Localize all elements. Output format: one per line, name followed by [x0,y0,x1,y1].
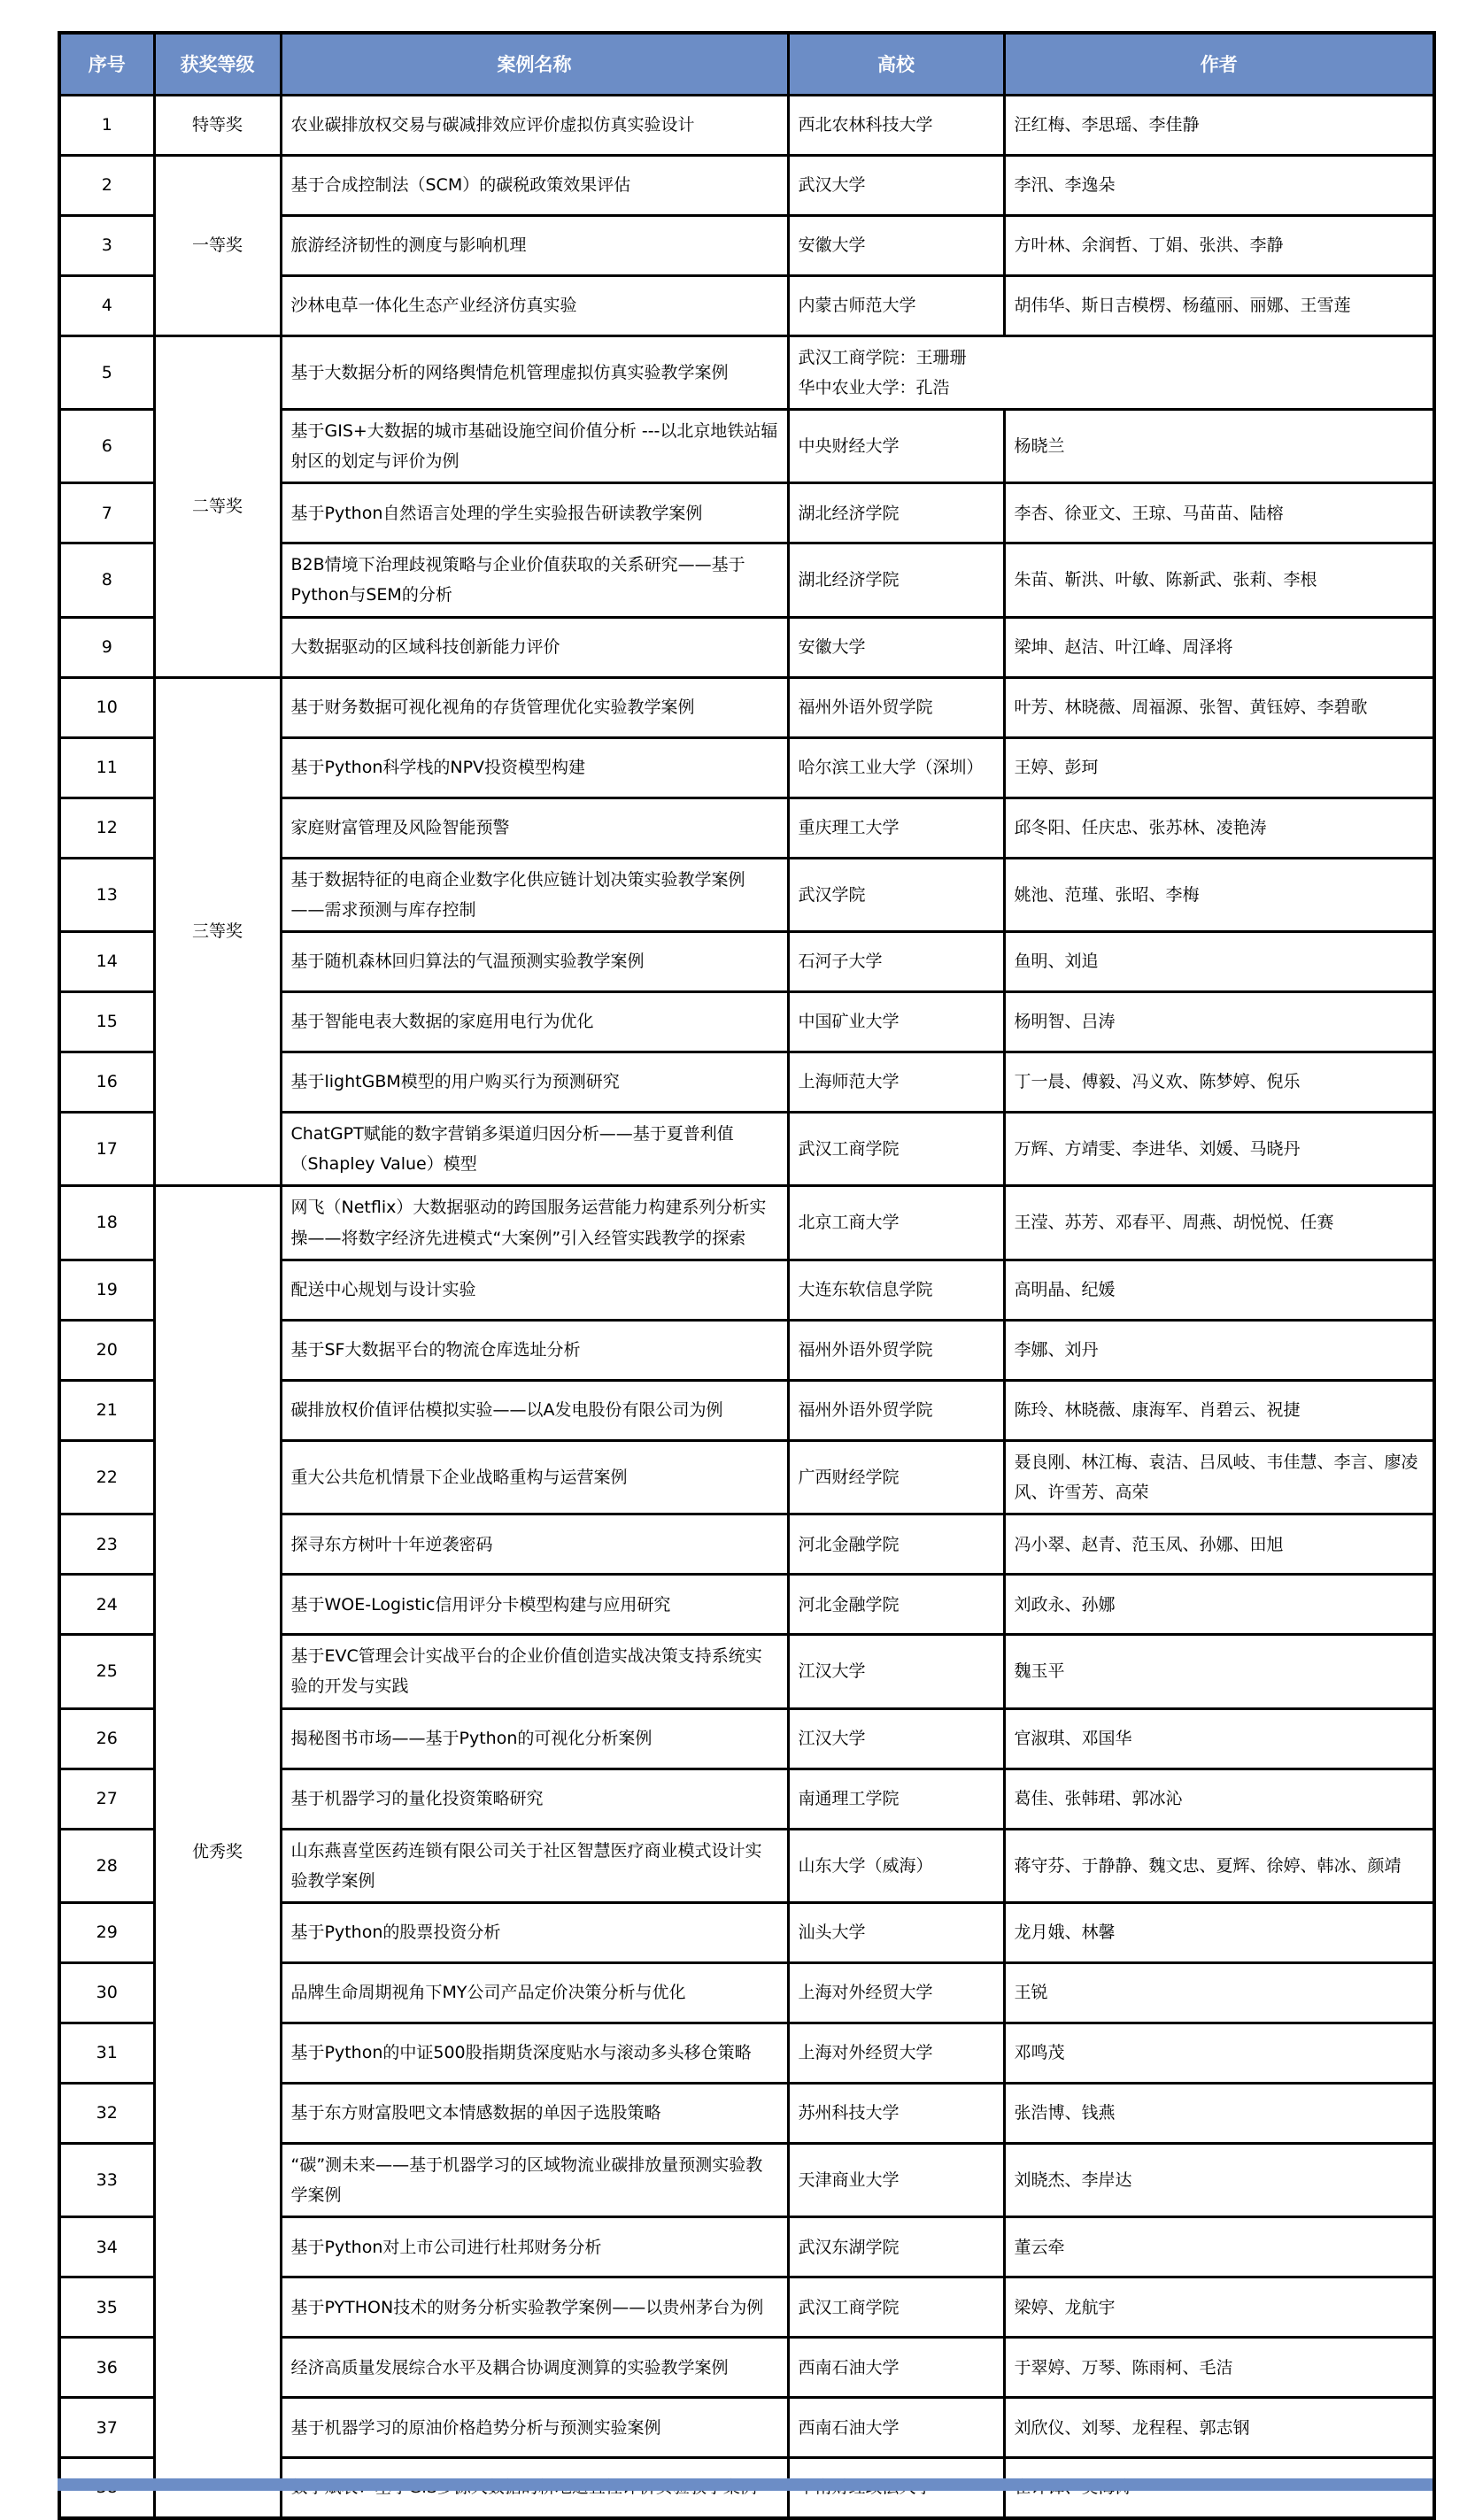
case-name-cell: B2B情境下治理歧视策略与企业价值获取的关系研究——基于Python与SEM的分析 [281,543,788,617]
serial-number-cell: 17 [59,1113,154,1186]
university-cell: 大连东软信息学院 [788,1260,1004,1320]
table-row [59,1186,1434,1260]
award-level-cell: 三等奖 [154,677,281,1186]
serial-number-cell: 31 [59,2023,154,2083]
university-cell: 西南石油大学 [788,2338,1004,2398]
authors-cell: 张浩博、钱燕 [1004,2083,1434,2143]
case-name-cell: “碳”测未来——基于机器学习的区域物流业碳排放量预测实验教学案例 [281,2143,788,2216]
serial-number-cell: 23 [59,1514,154,1575]
case-name-cell: 基于EVC管理会计实战平台的企业价值创造实战决策支持系统实验的开发与实践 [281,1635,788,1708]
case-name-cell: 旅游经济韧性的测度与影响机理 [281,215,788,275]
serial-number-cell: 29 [59,1902,154,1962]
authors-cell: 于翠婷、万琴、陈雨柯、毛洁 [1004,2338,1434,2398]
university-cell: 上海师范大学 [788,1052,1004,1113]
case-name-cell: 农业碳排放权交易与碳减排效应评价虚拟仿真实验设计 [281,95,788,155]
case-name-cell: 基于PYTHON技术的财务分析实验教学案例——以贵州茅台为例 [281,2277,788,2338]
authors-cell: 姚池、范瑾、张昭、李梅 [1004,858,1434,931]
authors-cell: 鱼明、刘追 [1004,932,1434,992]
case-name-cell: 碳排放权价值评估模拟实验——以A发电股份有限公司为例 [281,1380,788,1440]
authors-cell: 李杏、徐亚文、王琼、马苗苗、陆榕 [1004,483,1434,543]
authors-cell: 高明晶、纪媛 [1004,1260,1434,1320]
case-name-cell: 基于大数据分析的网络舆情危机管理虚拟仿真实验教学案例 [281,335,788,409]
serial-number-cell: 3 [59,215,154,275]
serial-number-cell: 8 [59,543,154,617]
serial-number-cell: 16 [59,1052,154,1113]
university-cell: 西北农林科技大学 [788,95,1004,155]
university-authors-merged-cell [788,335,1434,409]
serial-number-cell: 35 [59,2277,154,2338]
case-name-cell: 大数据驱动的区域科技创新能力评价 [281,617,788,677]
university-cell: 石河子大学 [788,932,1004,992]
university-cell: 安徽大学 [788,617,1004,677]
authors-cell: 刘政永、孙娜 [1004,1575,1434,1635]
university-cell: 武汉学院 [788,858,1004,931]
case-name-cell: 网飞（Netflix）大数据驱动的跨国服务运营能力构建系列分析实操——将数字经济先进模式“大案例”引入经管实践教学的探索 [281,1186,788,1260]
authors-cell: 胡伟华、斯日吉模楞、杨蕴丽、丽娜、王雪莲 [1004,275,1434,335]
case-name-cell: 基于Python的中证500股指期货深度贴水与滚动多头移仓策略 [281,2023,788,2083]
case-name-cell: 家庭财富管理及风险智能预警 [281,798,788,858]
case-name-cell: 重大公共危机情景下企业战略重构与运营案例 [281,1440,788,1514]
authors-cell: 梁婷、龙航宇 [1004,2277,1434,2338]
university-cell: 武汉工商学院 [788,1113,1004,1186]
serial-number-cell: 19 [59,1260,154,1320]
university-cell: 上海对外经贸大学 [788,1962,1004,2023]
case-name-cell: 基于lightGBM模型的用户购买行为预测研究 [281,1052,788,1113]
university-cell: 哈尔滨工业大学（深圳） [788,737,1004,798]
authors-cell: 邱冬阳、任庆忠、张苏林、凌艳涛 [1004,798,1434,858]
university-cell: 福州外语外贸学院 [788,1380,1004,1440]
case-name-cell: 基于SF大数据平台的物流仓库选址分析 [281,1320,788,1380]
university-cell: 内蒙古师范大学 [788,275,1004,335]
authors-cell: 李娜、刘丹 [1004,1320,1434,1380]
table-row [59,335,1434,409]
serial-number-cell: 36 [59,2338,154,2398]
case-name-cell: 基于合成控制法（SCM）的碳税政策效果评估 [281,155,788,215]
case-name-cell: 基于WOE-Logistic信用评分卡模型构建与应用研究 [281,1575,788,1635]
authors-cell: 王婷、彭珂 [1004,737,1434,798]
serial-number-cell: 28 [59,1829,154,1902]
serial-number-cell: 22 [59,1440,154,1514]
serial-number-cell: 5 [59,335,154,409]
university-cell: 武汉大学 [788,155,1004,215]
authors-cell: 刘晓杰、李岸达 [1004,2143,1434,2216]
authors-cell: 方叶林、余润哲、丁娟、张洪、李静 [1004,215,1434,275]
award-level-cell: 二等奖 [154,335,281,677]
serial-number-cell: 34 [59,2217,154,2277]
authors-cell: 董云牵 [1004,2217,1434,2277]
authors-cell: 叶芳、林晓薇、周福源、张智、黄钰婷、李碧歌 [1004,677,1434,737]
university-cell: 北京工商大学 [788,1186,1004,1260]
authors-cell: 蒋守芬、于静静、魏文忠、夏辉、徐婷、韩冰、颜靖 [1004,1829,1434,1902]
case-name-cell: 基于Python对上市公司进行杜邦财务分析 [281,2217,788,2277]
authors-cell: 杨晓兰 [1004,409,1434,482]
university-cell: 河北金融学院 [788,1514,1004,1575]
university-cell: 重庆理工大学 [788,798,1004,858]
header-university: 高校 [788,33,1004,95]
serial-number-cell: 12 [59,798,154,858]
serial-number-cell: 6 [59,409,154,482]
award-level-cell: 一等奖 [154,155,281,335]
case-name-cell: 基于东方财富股吧文本情感数据的单因子选股策略 [281,2083,788,2143]
university-cell: 湖北经济学院 [788,483,1004,543]
university-cell: 山东大学（威海） [788,1829,1004,1902]
case-name-cell: 基于机器学习的量化投资策略研究 [281,1769,788,1829]
case-name-cell: 沙林电草一体化生态产业经济仿真实验 [281,275,788,335]
university-cell: 江汉大学 [788,1635,1004,1708]
authors-cell: 邓鸣茂 [1004,2023,1434,2083]
serial-number-cell: 11 [59,737,154,798]
case-name-cell: 基于GIS+大数据的城市基础设施空间价值分析 ---以北京地铁站辐射区的划定与评价为例 [281,409,788,482]
serial-number-cell: 21 [59,1380,154,1440]
university-cell: 福州外语外贸学院 [788,1320,1004,1380]
serial-number-cell: 2 [59,155,154,215]
serial-number-cell: 27 [59,1769,154,1829]
authors-cell: 丁一晨、傅毅、冯义欢、陈梦婷、倪乐 [1004,1052,1434,1113]
header-award-level: 获奖等级 [154,33,281,95]
serial-number-cell: 9 [59,617,154,677]
serial-number-cell: 4 [59,275,154,335]
university-cell: 南通理工学院 [788,1769,1004,1829]
serial-number-cell: 32 [59,2083,154,2143]
authors-cell: 陈玲、林晓薇、康海军、肖碧云、祝捷 [1004,1380,1434,1440]
case-name-cell: 基于Python自然语言处理的学生实验报告研读教学案例 [281,483,788,543]
case-name-cell: 基于Python科学栈的NPV投资模型构建 [281,737,788,798]
university-cell: 武汉东湖学院 [788,2217,1004,2277]
authors-cell: 龙月娥、林馨 [1004,1902,1434,1962]
award-level-cell: 优秀奖 [154,1186,281,2518]
serial-number-cell: 13 [59,858,154,931]
serial-number-cell: 24 [59,1575,154,1635]
table-row [59,155,1434,215]
authors-cell: 冯小翠、赵青、范玉凤、孙娜、田旭 [1004,1514,1434,1575]
case-name-cell: 基于机器学习的原油价格趋势分析与预测实验案例 [281,2398,788,2458]
serial-number-cell: 37 [59,2398,154,2458]
university-cell: 江汉大学 [788,1708,1004,1769]
case-name-cell: 基于智能电表大数据的家庭用电行为优化 [281,992,788,1052]
serial-number-cell: 20 [59,1320,154,1380]
case-name-cell: 基于Python的股票投资分析 [281,1902,788,1962]
authors-cell: 朱苗、靳洪、叶敏、陈新武、张莉、李根 [1004,543,1434,617]
case-name-cell: 探寻东方树叶十年逆袭密码 [281,1514,788,1575]
case-name-cell: 基于随机森林回归算法的气温预测实验教学案例 [281,932,788,992]
authors-cell: 葛佳、张韩珺、郭冰沁 [1004,1769,1434,1829]
next-page-header-strip [58,2478,1433,2491]
authors-cell: 万辉、方靖雯、李进华、刘媛、马晓丹 [1004,1113,1434,1186]
award-level-cell: 特等奖 [154,95,281,155]
university-cell: 福州外语外贸学院 [788,677,1004,737]
serial-number-cell: 26 [59,1708,154,1769]
university-author-line: 武汉工商学院：王珊珊 [798,347,967,367]
case-name-cell: 山东燕喜堂医药连锁有限公司关于社区智慧医疗商业模式设计实验教学案例 [281,1829,788,1902]
serial-number-cell: 10 [59,677,154,737]
serial-number-cell: 14 [59,932,154,992]
case-name-cell: 配送中心规划与设计实验 [281,1260,788,1320]
university-cell: 中央财经大学 [788,409,1004,482]
table-row [59,677,1434,737]
authors-cell: 李汛、李逸朵 [1004,155,1434,215]
university-author-line: 华中农业大学：孔浩 [798,377,950,397]
authors-cell: 梁坤、赵洁、叶江峰、周泽将 [1004,617,1434,677]
authors-cell: 聂良刚、林江梅、袁洁、吕凤岐、韦佳慧、李言、廖凌风、许雪芳、高荣 [1004,1440,1434,1514]
serial-number-cell: 1 [59,95,154,155]
university-cell: 武汉工商学院 [788,2277,1004,2338]
authors-cell: 魏玉平 [1004,1635,1434,1708]
university-cell: 苏州科技大学 [788,2083,1004,2143]
serial-number-cell: 33 [59,2143,154,2216]
university-cell: 河北金融学院 [788,1575,1004,1635]
authors-cell: 王滢、苏芳、邓春平、周燕、胡悦悦、任赛 [1004,1186,1434,1260]
authors-cell: 王锐 [1004,1962,1434,2023]
authors-cell: 刘欣仪、刘琴、龙程程、郭志钢 [1004,2398,1434,2458]
serial-number-cell: 15 [59,992,154,1052]
university-cell: 汕头大学 [788,1902,1004,1962]
table-header-row [59,33,1434,95]
university-cell: 中国矿业大学 [788,992,1004,1052]
serial-number-cell: 30 [59,1962,154,2023]
university-cell: 西南石油大学 [788,2398,1004,2458]
case-name-cell: ChatGPT赋能的数字营销多渠道归因分析——基于夏普利值（Shapley Value）模型 [281,1113,788,1186]
authors-cell: 杨明智、吕涛 [1004,992,1434,1052]
serial-number-cell: 18 [59,1186,154,1260]
university-cell: 广西财经学院 [788,1440,1004,1514]
serial-number-cell: 7 [59,483,154,543]
award-results-table [58,31,1436,2520]
case-name-cell: 经济高质量发展综合水平及耦合协调度测算的实验教学案例 [281,2338,788,2398]
authors-cell: 汪红梅、李思瑶、李佳静 [1004,95,1434,155]
header-case-name: 案例名称 [281,33,788,95]
university-cell: 天津商业大学 [788,2143,1004,2216]
table-body [59,95,1434,2518]
university-cell: 上海对外经贸大学 [788,2023,1004,2083]
case-name-cell: 揭秘图书市场——基于Python的可视化分析案例 [281,1708,788,1769]
header-authors: 作者 [1004,33,1434,95]
case-name-cell: 基于财务数据可视化视角的存货管理优化实验教学案例 [281,677,788,737]
case-name-cell: 基于数据特征的电商企业数字化供应链计划决策实验教学案例——需求预测与库存控制 [281,858,788,931]
header-serial-number: 序号 [59,33,154,95]
case-name-cell: 品牌生命周期视角下MY公司产品定价决策分析与优化 [281,1962,788,2023]
table-row [59,95,1434,155]
university-cell: 湖北经济学院 [788,543,1004,617]
authors-cell: 官淑琪、邓国华 [1004,1708,1434,1769]
serial-number-cell: 25 [59,1635,154,1708]
university-cell: 安徽大学 [788,215,1004,275]
